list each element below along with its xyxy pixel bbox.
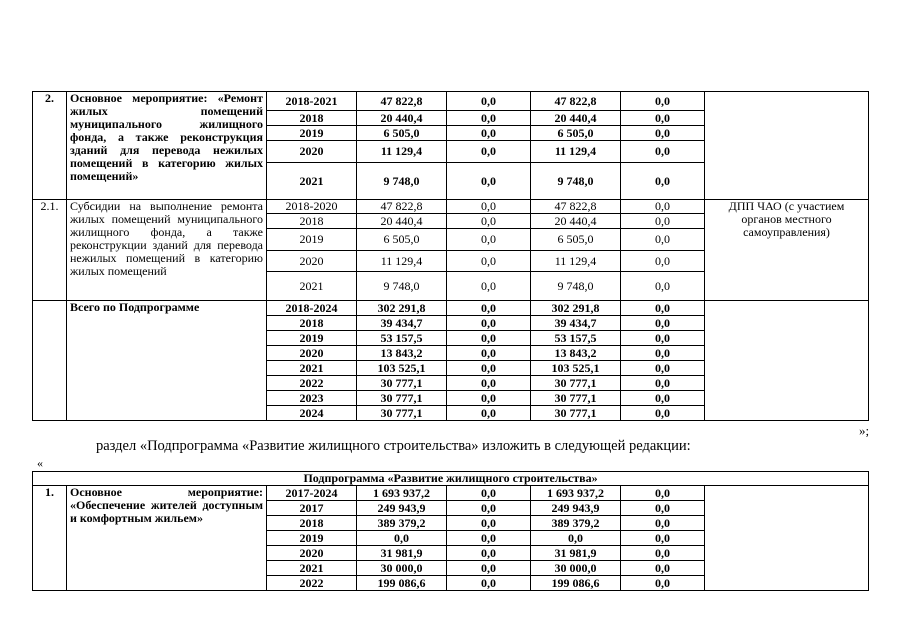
federal-amount-cell: 0,0 xyxy=(447,163,531,200)
other-amount-cell: 0,0 xyxy=(621,346,705,361)
regional-amount-cell: 20 440,4 xyxy=(531,214,621,229)
subprogram-table xyxy=(32,471,869,591)
regional-amount-cell: 11 129,4 xyxy=(531,251,621,272)
other-amount-cell: 0,0 xyxy=(621,141,705,163)
regional-amount-cell: 30 777,1 xyxy=(531,391,621,406)
federal-amount-cell: 0,0 xyxy=(447,251,531,272)
federal-amount-cell: 0,0 xyxy=(447,200,531,214)
period-cell: 2022 xyxy=(267,576,357,591)
total-amount-cell: 30 777,1 xyxy=(357,376,447,391)
total-amount-cell: 31 981,9 xyxy=(357,546,447,561)
other-amount-cell: 0,0 xyxy=(621,316,705,331)
other-amount-cell: 0,0 xyxy=(621,251,705,272)
period-cell: 2020 xyxy=(267,346,357,361)
federal-amount-cell: 0,0 xyxy=(447,376,531,391)
federal-amount-cell: 0,0 xyxy=(447,92,531,111)
other-amount-cell: 0,0 xyxy=(621,361,705,376)
total-amount-cell: 53 157,5 xyxy=(357,331,447,346)
period-cell: 2021 xyxy=(267,272,357,301)
section-instruction-text: раздел «Подпрограмма «Развитие жилищного строительства» изложить в следующей редакции: xyxy=(96,438,691,454)
responsible-executor: ДПП ЧАО (с участием органов местного самоуправления) xyxy=(705,200,869,301)
total-amount-cell: 389 379,2 xyxy=(357,516,447,531)
total-row xyxy=(33,301,869,316)
period-cell: 2021 xyxy=(267,361,357,376)
closing-quote: »; xyxy=(859,423,870,438)
federal-amount-cell: 0,0 xyxy=(447,141,531,163)
federal-amount-cell: 0,0 xyxy=(447,111,531,126)
total-amount-cell: 9 748,0 xyxy=(357,272,447,301)
period-cell: 2020 xyxy=(267,251,357,272)
period-cell: 2019 xyxy=(267,126,357,141)
table-row xyxy=(33,486,869,501)
other-amount-cell: 0,0 xyxy=(621,561,705,576)
total-amount-cell: 103 525,1 xyxy=(357,361,447,376)
federal-amount-cell: 0,0 xyxy=(447,546,531,561)
total-amount-cell: 249 943,9 xyxy=(357,501,447,516)
federal-amount-cell: 0,0 xyxy=(447,316,531,331)
row-description: Основное мероприятие: «Ремонт жилых помещений муниципального жилищного фонда, а также реконструкция зданий для перевода нежилых помещений в категорию жилых помещений» xyxy=(67,92,267,200)
regional-amount-cell: 1 693 937,2 xyxy=(531,486,621,501)
federal-amount-cell: 0,0 xyxy=(447,561,531,576)
federal-amount-cell: 0,0 xyxy=(447,272,531,301)
other-amount-cell: 0,0 xyxy=(621,406,705,421)
regional-amount-cell: 47 822,8 xyxy=(531,92,621,111)
federal-amount-cell: 0,0 xyxy=(447,391,531,406)
period-cell: 2021 xyxy=(267,163,357,200)
period-cell: 2020 xyxy=(267,546,357,561)
federal-amount-cell: 0,0 xyxy=(447,346,531,361)
period-cell: 2024 xyxy=(267,406,357,421)
subprogram-table-body xyxy=(33,472,869,591)
regional-amount-cell: 31 981,9 xyxy=(531,546,621,561)
subprogram-title-row xyxy=(33,472,869,486)
regional-amount-cell: 53 157,5 xyxy=(531,331,621,346)
other-amount-cell: 0,0 xyxy=(621,531,705,546)
regional-amount-cell: 13 843,2 xyxy=(531,346,621,361)
total-amount-cell: 302 291,8 xyxy=(357,301,447,316)
opening-quote: « xyxy=(37,456,43,470)
period-cell: 2018-2020 xyxy=(267,200,357,214)
total-amount-cell: 9 748,0 xyxy=(357,163,447,200)
total-amount-cell: 0,0 xyxy=(357,531,447,546)
period-cell: 2018-2024 xyxy=(267,301,357,316)
period-cell: 2023 xyxy=(267,391,357,406)
total-amount-cell: 6 505,0 xyxy=(357,126,447,141)
total-amount-cell: 11 129,4 xyxy=(357,251,447,272)
total-amount-cell: 13 843,2 xyxy=(357,346,447,361)
period-cell: 2018 xyxy=(267,316,357,331)
table-row xyxy=(33,200,869,214)
other-amount-cell: 0,0 xyxy=(621,546,705,561)
total-amount-cell: 20 440,4 xyxy=(357,111,447,126)
row-index: 2. xyxy=(33,92,67,200)
federal-amount-cell: 0,0 xyxy=(447,301,531,316)
other-amount-cell: 0,0 xyxy=(621,214,705,229)
period-cell: 2019 xyxy=(267,331,357,346)
subprogram-title: Подпрограмма «Развитие жилищного строительства» xyxy=(33,472,869,486)
total-amount-cell: 39 434,7 xyxy=(357,316,447,331)
federal-amount-cell: 0,0 xyxy=(447,406,531,421)
regional-amount-cell: 11 129,4 xyxy=(531,141,621,163)
federal-amount-cell: 0,0 xyxy=(447,531,531,546)
period-cell: 2018 xyxy=(267,214,357,229)
regional-amount-cell: 302 291,8 xyxy=(531,301,621,316)
other-amount-cell: 0,0 xyxy=(621,200,705,214)
row-index xyxy=(33,301,67,421)
federal-amount-cell: 0,0 xyxy=(447,486,531,501)
other-amount-cell: 0,0 xyxy=(621,126,705,141)
regional-amount-cell: 30 777,1 xyxy=(531,406,621,421)
total-amount-cell: 6 505,0 xyxy=(357,229,447,251)
total-amount-cell: 47 822,8 xyxy=(357,92,447,111)
federal-amount-cell: 0,0 xyxy=(447,229,531,251)
period-cell: 2019 xyxy=(267,229,357,251)
regional-amount-cell: 6 505,0 xyxy=(531,126,621,141)
row-index: 2.1. xyxy=(33,200,67,301)
period-cell: 2022 xyxy=(267,376,357,391)
other-amount-cell: 0,0 xyxy=(621,576,705,591)
other-amount-cell: 0,0 xyxy=(621,391,705,406)
regional-amount-cell: 30 777,1 xyxy=(531,376,621,391)
period-cell: 2017 xyxy=(267,501,357,516)
regional-amount-cell: 0,0 xyxy=(531,531,621,546)
row-description: Основное мероприятие: «Обеспечение жителей доступным и комфортным жильем» xyxy=(67,486,267,591)
total-amount-cell: 11 129,4 xyxy=(357,141,447,163)
other-amount-cell: 0,0 xyxy=(621,92,705,111)
federal-amount-cell: 0,0 xyxy=(447,576,531,591)
period-cell: 2018 xyxy=(267,516,357,531)
regional-amount-cell: 199 086,6 xyxy=(531,576,621,591)
period-cell: 2021 xyxy=(267,561,357,576)
regional-amount-cell: 30 000,0 xyxy=(531,561,621,576)
federal-amount-cell: 0,0 xyxy=(447,516,531,531)
federal-amount-cell: 0,0 xyxy=(447,126,531,141)
responsible-executor xyxy=(705,301,869,421)
row-index: 1. xyxy=(33,486,67,591)
total-amount-cell: 30 777,1 xyxy=(357,406,447,421)
regional-amount-cell: 103 525,1 xyxy=(531,361,621,376)
period-cell: 2020 xyxy=(267,141,357,163)
total-amount-cell: 199 086,6 xyxy=(357,576,447,591)
other-amount-cell: 0,0 xyxy=(621,376,705,391)
other-amount-cell: 0,0 xyxy=(621,331,705,346)
total-amount-cell: 1 693 937,2 xyxy=(357,486,447,501)
table-row xyxy=(33,92,869,111)
federal-amount-cell: 0,0 xyxy=(447,361,531,376)
program-table-body xyxy=(33,92,869,421)
program-table xyxy=(32,91,869,421)
regional-amount-cell: 9 748,0 xyxy=(531,163,621,200)
regional-amount-cell: 249 943,9 xyxy=(531,501,621,516)
regional-amount-cell: 20 440,4 xyxy=(531,111,621,126)
other-amount-cell: 0,0 xyxy=(621,486,705,501)
total-amount-cell: 30 000,0 xyxy=(357,561,447,576)
other-amount-cell: 0,0 xyxy=(621,163,705,200)
regional-amount-cell: 47 822,8 xyxy=(531,200,621,214)
total-amount-cell: 20 440,4 xyxy=(357,214,447,229)
other-amount-cell: 0,0 xyxy=(621,516,705,531)
federal-amount-cell: 0,0 xyxy=(447,501,531,516)
other-amount-cell: 0,0 xyxy=(621,229,705,251)
regional-amount-cell: 6 505,0 xyxy=(531,229,621,251)
row-description: Субсидии на выполнение ремонта жилых помещений муниципального жилищного фонда, а также реконструкции зданий для перевода нежилых помещений в категорию жилых помещений xyxy=(67,200,267,301)
other-amount-cell: 0,0 xyxy=(621,272,705,301)
period-cell: 2018 xyxy=(267,111,357,126)
federal-amount-cell: 0,0 xyxy=(447,214,531,229)
row-description: Всего по Подпрограмме xyxy=(67,301,267,421)
period-cell: 2019 xyxy=(267,531,357,546)
responsible-executor xyxy=(705,92,869,200)
other-amount-cell: 0,0 xyxy=(621,111,705,126)
federal-amount-cell: 0,0 xyxy=(447,331,531,346)
total-amount-cell: 30 777,1 xyxy=(357,391,447,406)
other-amount-cell: 0,0 xyxy=(621,301,705,316)
other-amount-cell: 0,0 xyxy=(621,501,705,516)
regional-amount-cell: 389 379,2 xyxy=(531,516,621,531)
period-cell: 2017-2024 xyxy=(267,486,357,501)
total-amount-cell: 47 822,8 xyxy=(357,200,447,214)
regional-amount-cell: 9 748,0 xyxy=(531,272,621,301)
period-cell: 2018-2021 xyxy=(267,92,357,111)
responsible-executor xyxy=(705,486,869,591)
regional-amount-cell: 39 434,7 xyxy=(531,316,621,331)
